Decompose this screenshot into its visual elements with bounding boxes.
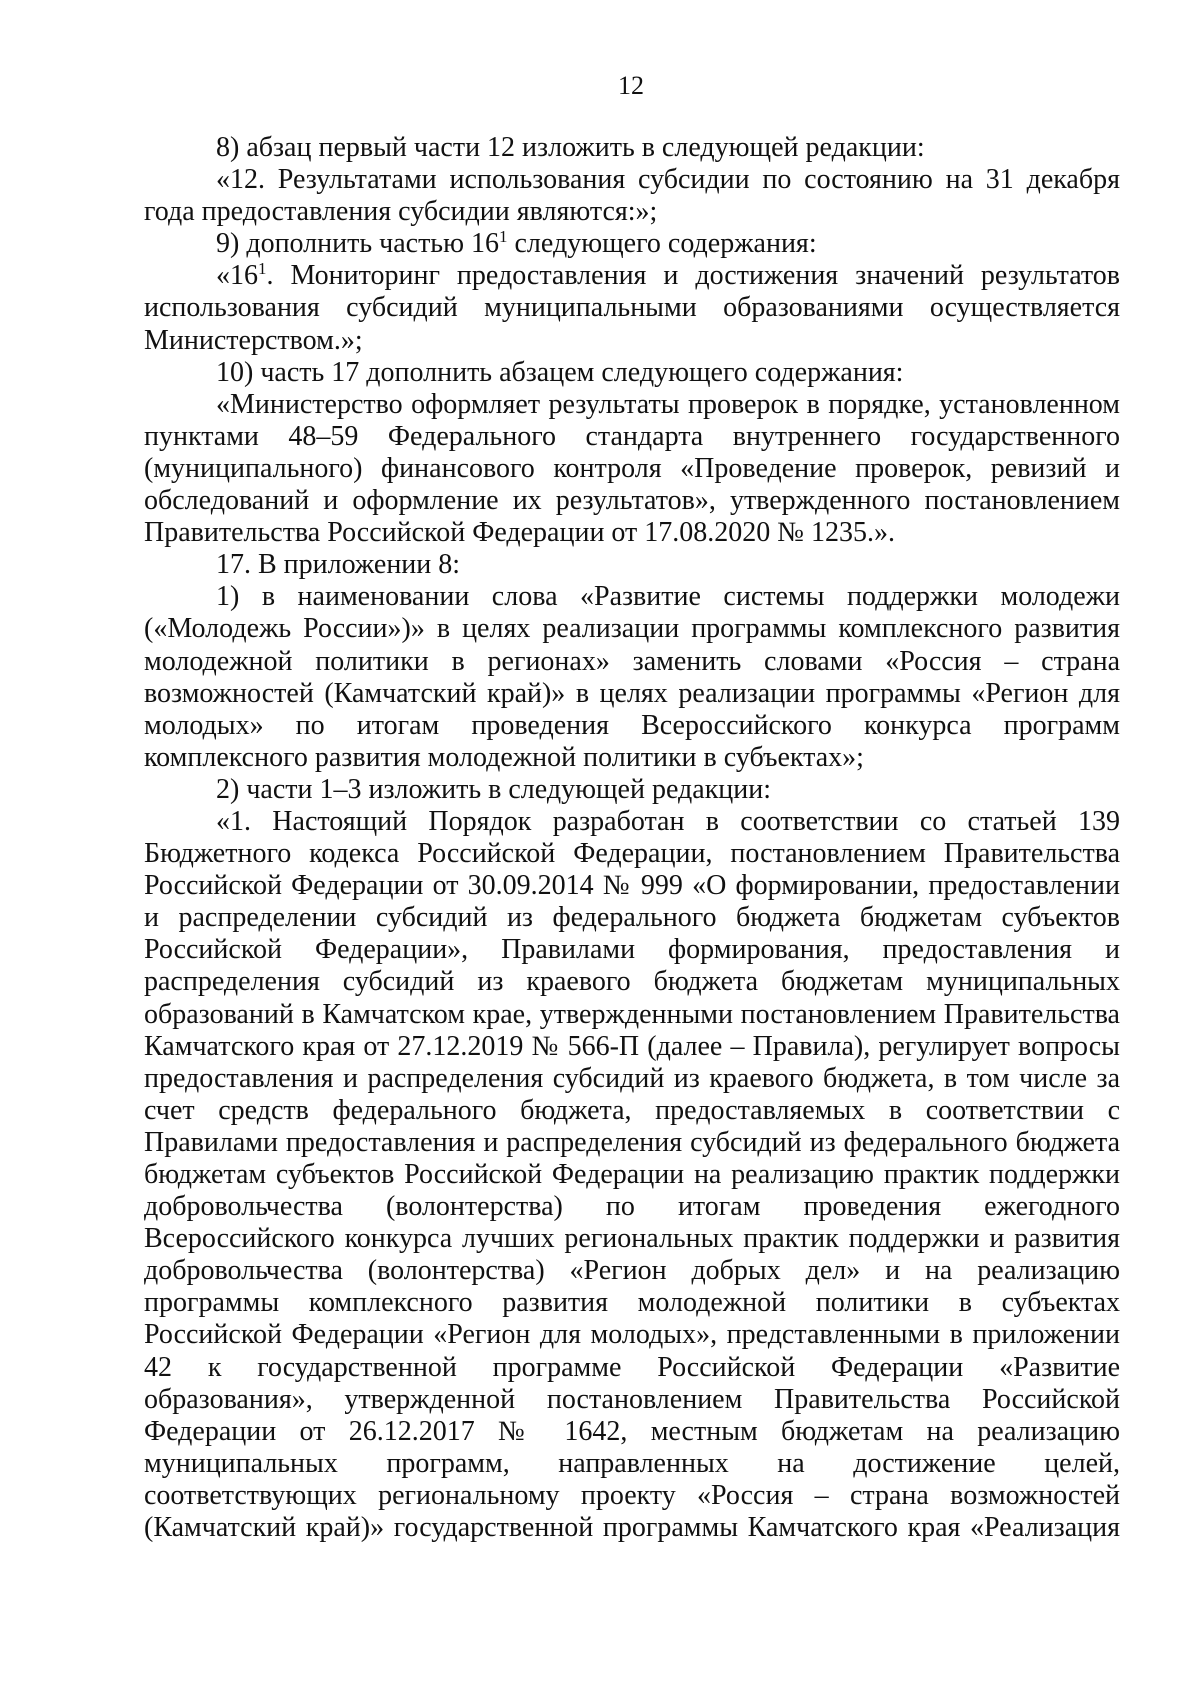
paragraph: 17. В приложении 8:: [216, 549, 461, 581]
paragraph-text: следующего содержания:: [507, 228, 817, 260]
superscript: 1: [499, 227, 508, 247]
paragraph: «1. Настоящий Порядок разработан в соответствии со статьей 139 Бюджетного кодекса Российской Федерации, постановлением Правительства Российской Федерации от 30.09.2014 № 999 «О формировании, предоставлении и распределении субсидий из федерального бюджета бюджетам субъектов Российской Федерации», Правилами формирования, предоставления и распределения субсидий из краевого бюджета бюджетам муниципальных образований в Камчатском крае, утвержденными постановлением Правительства Камчатского края от 27.12.2019 № 566-П (далее – Правила), регулирует вопросы предоставления и распределения субсидий из краевого бюджета, в том числе за счет средств федерального бюджета, предоставляемых в соответствии с Правилами предоставления и распределения субсидий из федерального бюджета бюджетам субъектов Российской Федерации на реализацию практик поддержки добровольчества (волонтерства) по итогам проведения ежегодного Всероссийского конкурса лучших региональных практик поддержки и развития добровольчества (волонтерства) «Регион добрых дел» и на реализацию программы комплексного развития молодежной политики в субъектах Российской Федерации «Регион для молодых», представленными в приложении 42 к государственной программе Российской Федерации «Развитие образования», утвержденной постановлением Правительства Российской Федерации от 26.12.2017 № 1642, местным бюджетам на реализацию муниципальных программ, направленных на достижение целей, соответствующих региональному проекту «Россия – страна возможностей (Камчатский край)» государственной программы Камчатского края «Реализация: [144, 805, 1120, 1544]
paragraph: [144, 260, 1120, 356]
page-number: 12: [618, 71, 644, 100]
paragraph-text: «16: [216, 260, 258, 292]
paragraph: «Министерство оформляет результаты проверок в порядке, установленном пунктами 48–59 Федерального стандарта внутреннего государственного (муниципального) финансового контроля «Проведение проверок, ревизий и обследований и оформление их результатов», утвержденного постановлением Правительства Российской Федерации от 17.08.2020 № 1235.».: [144, 388, 1120, 549]
document-body: [144, 132, 1120, 1544]
paragraph-text: . Мониторинг предоставления и достижения значений результатов использования субсидий муниципальными образованиями осуществляется Министерством.»;: [144, 260, 1120, 356]
paragraph: 10) часть 17 дополнить абзацем следующего содержания:: [216, 356, 904, 388]
paragraph: 8) абзац первый части 12 изложить в следующей редакции:: [216, 132, 925, 163]
paragraph: «12. Результатами использования субсидии по состоянию на 31 декабря года предоставления субсидии являются:»;: [144, 164, 1120, 228]
paragraph: 1) в наименовании слова «Развитие системы поддержки молодежи («Молодежь России»)» в целях реализации программы комплексного развития молодежной политики в регионах» заменить словами «Россия – страна возможностей (Камчатский край)» в целях реализации программы «Регион для молодых» по итогам проведения Всероссийского конкурса программ комплексного развития молодежной политики в субъектах»;: [144, 581, 1120, 773]
superscript: 1: [258, 259, 267, 279]
paragraph: [144, 228, 1120, 260]
paragraph: 2) части 1–3 изложить в следующей редакции:: [216, 773, 772, 805]
paragraph-text: 9) дополнить частью 16: [216, 228, 499, 260]
